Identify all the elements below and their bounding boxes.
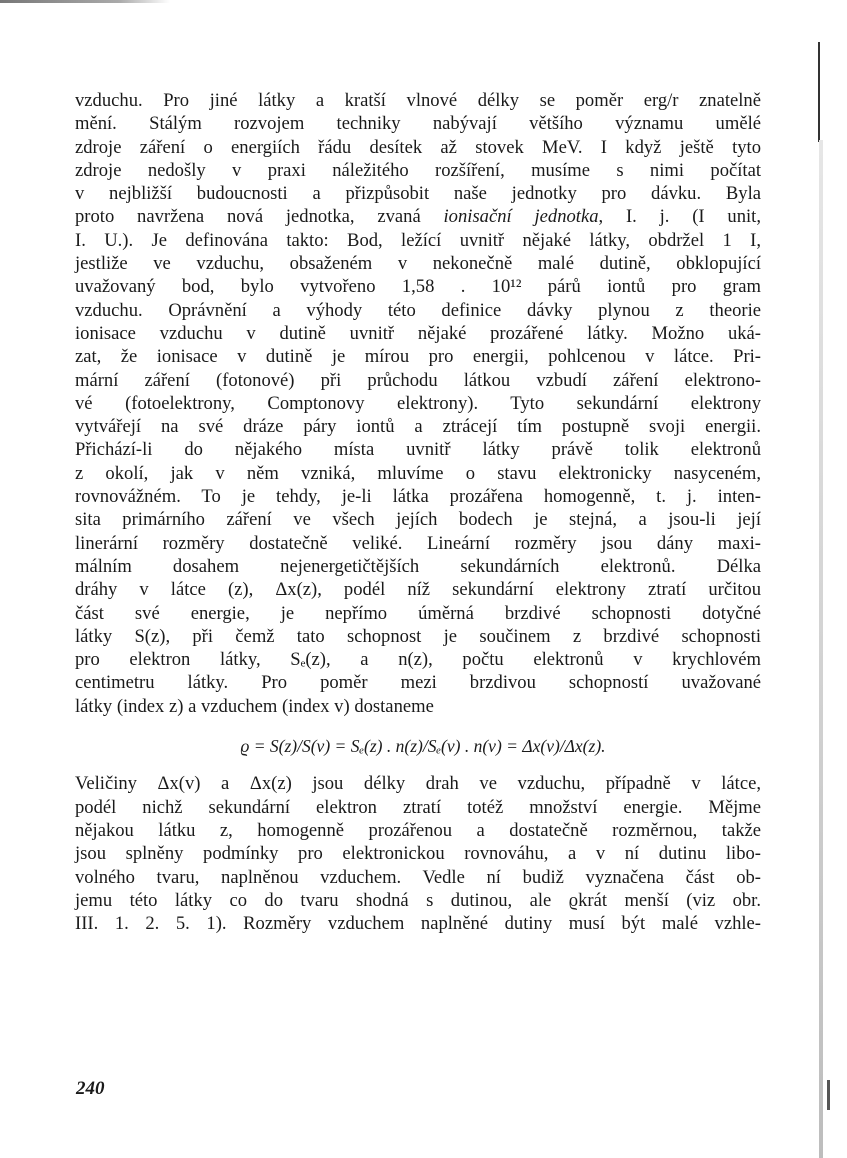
text-line: látky (index z) a vzduchem (index v) dostaneme [75,695,434,717]
text-line: volného tvaru, naplněnou vzduchem. Vedle ní budiž vyznačena část ob- [75,866,761,888]
text-line: Přichází-li do nějakého místa uvnitř látky právě tolik elektronů [75,439,761,461]
text-line: jsou splněny podmínky pro elektronickou rovnováhu, a v ní dutinu libo- [75,843,761,865]
text-line: ionisace vzduchu v dutině uvnitř nějaké prozářené látky. Možno uká- [75,322,761,344]
text-line: Veličiny Δx(v) a Δx(z) jsou délky drah ve vzduchu, případně v látce, [75,773,761,795]
text-line: centimetru látky. Pro poměr mezi brzdivou schopností uvažované [75,672,761,694]
text-line: III. 1. 2. 5. 1). Rozměry vzduchem naplněné dutiny musí být malé vzhle- [75,913,761,935]
page-body [75,89,761,935]
text-line: v nejbližší budoucnosti a přizpůsobit naše jednotky pro dávku. Byla [75,183,761,205]
text-line: dráhy v látce (z), Δx(z), podél níž sekundární elektrony ztratí určitou [75,579,761,601]
scan-edge-right [818,42,820,142]
text-line: málním dosahem nejenergetičtějších sekundárních elektronů. Délka [75,555,761,577]
text-line: mární záření (fotonové) při průchodu látkou vzbudí záření elektrono- [75,369,761,391]
text-line: podél nichž sekundární elektron ztratí totéž množství energie. Mějme [75,796,761,818]
text-line: vé (fotoelektrony, Comptonovy elektrony). Tyto sekundární elektrony [75,392,761,414]
text-line: jemu této látky co do tvaru shodná s dutinou, ale ϱkrát menší (viz obr. [75,889,761,911]
text-line: mění. Stálým rozvojem techniky nabývají většího významu umělé [75,113,761,135]
text-line: vytvářejí na své dráze páry iontů a ztrácejí tím postupně svoji energii. [75,416,761,438]
scan-edge-right-shadow [819,140,823,1158]
text-line: část své energie, je nepřímo úměrná brzdivé schopnosti dotyčné [75,602,761,624]
text-line: linerární rozměry dostatečně veliké. Lineární rozměry jsou dány maxi- [75,532,761,554]
paragraph-2 [75,772,761,935]
text-line: látky S(z), při čemž tato schopnost je součinem z brzdivé schopnosti [75,625,761,647]
text-line: proto navržena nová jednotka, zvaná ionisační jednotka, I. j. (I unit, [75,206,761,228]
scan-edge-top [0,0,170,3]
text-line: jestliže ve vzduchu, obsaženém v nekonečně malé dutině, obklopující [75,253,761,275]
text-line: I. U.). Je definována takto: Bod, ležící uvnitř nějaké látky, obdržel 1 I, [75,229,761,251]
text-line: uvažovaný bod, bylo vytvořeno 1,58 . 10¹² párů iontů pro gram [75,276,761,298]
scan-edge-right-mark [827,1080,830,1110]
text-line: nějakou látku z, homogenně prozářenou a dostatečně rozměrnou, takže [75,819,761,841]
text-line: z okolí, jak v něm vzniká, mluvíme o stavu elektronicky nasyceném, [75,462,761,484]
text-line: zdroje záření o energiích řádu desítek až stovek MeV. I když ještě tyto [75,136,761,158]
ratio-formula: ϱ = S(z)/S(v) = Sₑ(z) . n(z)/Sₑ(v) . n(v) = Δx(v)/Δx(z). [240,736,606,757]
text-line: rovnovážném. To je tehdy, je-li látka prozářena homogenně, t. j. inten- [75,486,761,508]
paragraph-1 [75,89,761,718]
text-line: pro elektron látky, Sₑ(z), a n(z), počtu elektronů v krychlovém [75,649,761,671]
page-number: 240 [76,1078,105,1099]
text-line: vzduchu. Pro jiné látky a kratší vlnové délky se poměr erg/r znatelně [75,90,761,111]
text-line: zdroje nedošly v praxi náležitého rozšíření, musíme s nimi počítat [75,159,761,181]
italic-term: ionisační jednotka [443,206,599,228]
text-line: sita primárního záření ve všech jejích bodech je stejná, a jsou-li její [75,509,761,531]
text-line: vzduchu. Oprávnění a výhody této definice dávky plynou z theorie [75,299,761,321]
text-line: zat, že ionisace v dutině je mírou pro energii, pohlcenou v látce. Pri- [75,346,761,368]
